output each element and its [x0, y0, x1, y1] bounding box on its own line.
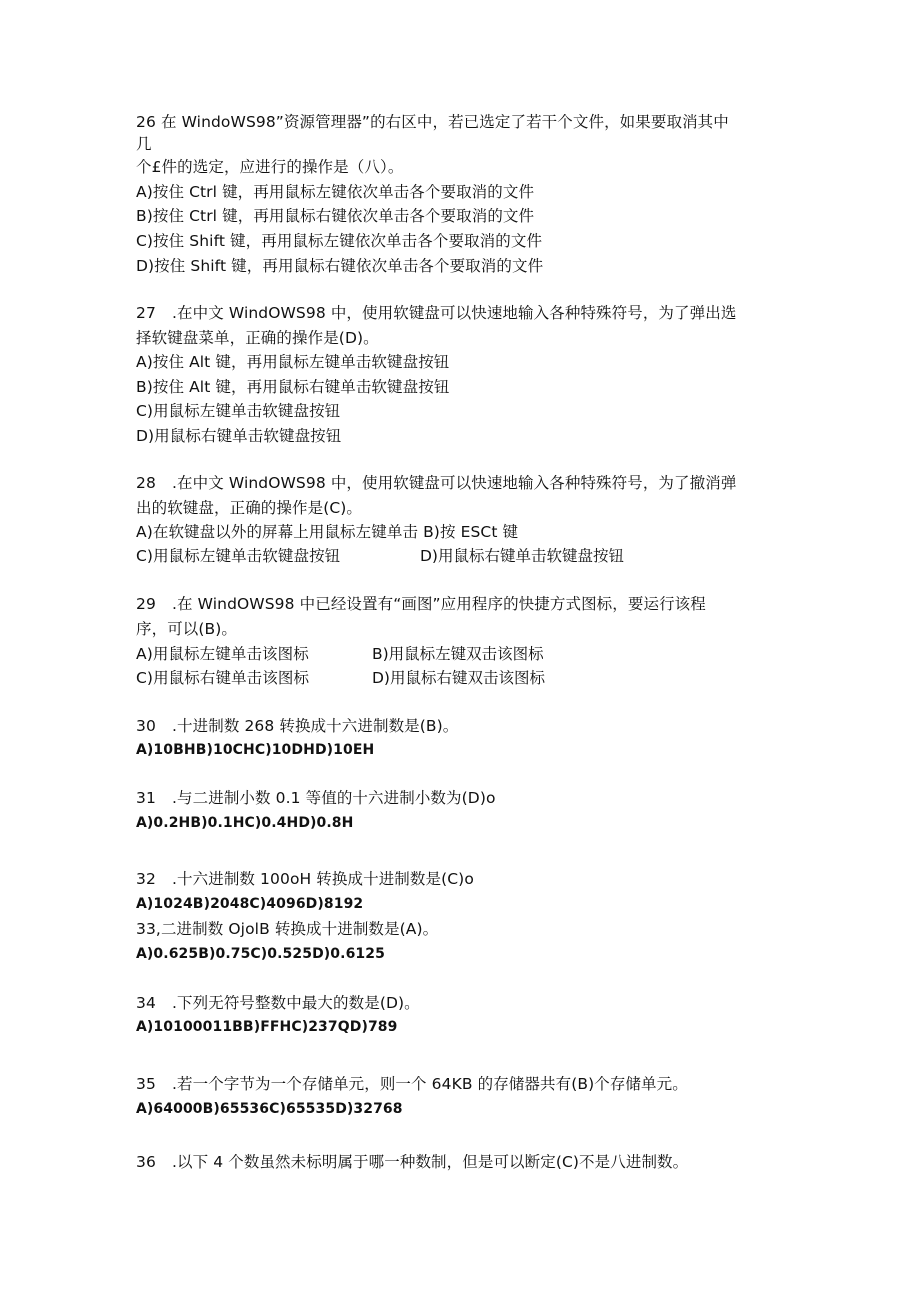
q28-option-ab: A)在软键盘以外的屏幕上用鼠标左键单击 B)按 ESCt 键	[136, 523, 519, 541]
q28-option-c: C)用鼠标左键单击软键盘按钮	[136, 547, 341, 565]
q30-options: A)10BHB)10CHC)10DHD)10EH	[136, 742, 375, 758]
q28-text-1: .在中文 WindOWS98 中，使用软键盘可以快速地输入各种特殊符号，为了撤消弹	[172, 474, 737, 492]
q32-text: .十六进制数 100oH 转换成十进制数是(C)o	[172, 870, 474, 888]
q28-line-2: 出的软键盘，正确的操作是(C)。	[136, 499, 363, 517]
q26-line-2: 几	[136, 135, 152, 153]
q29-option-a: A)用鼠标左键单击该图标	[136, 645, 309, 663]
q26-line-1: 26 在 WindoWS98”资源管理器”的右区中，若已选定了若干个文件，如果要取消其中	[136, 113, 729, 131]
q27-option-b: B)按住 Alt 键，再用鼠标右键单击软键盘按钮	[136, 378, 450, 396]
q28-line-1	[136, 471, 736, 495]
q30-text: .十进制数 268 转换成十六进制数是(B)。	[172, 717, 459, 735]
q29-option-c: C)用鼠标右键单击该图标	[136, 669, 310, 687]
q33-line: 33,二进制数 OjolB 转换成十进制数是(A)。	[136, 920, 439, 938]
q34-text: .下列无符号整数中最大的数是(D)。	[172, 994, 420, 1012]
q29-option-b: B)用鼠标左键双击该图标	[372, 645, 544, 663]
q27-line-2: 择软键盘菜单，正确的操作是(D)。	[136, 329, 379, 347]
q29-option-d: D)用鼠标右键双击该图标	[372, 669, 545, 687]
q30-number: 30	[136, 717, 156, 735]
q29-text-1: .在 WindOWS98 中已经设置有“画图”应用程序的快捷方式图标，要运行该程	[172, 595, 706, 613]
q28-number: 28	[136, 474, 156, 492]
q29-line-2: 序，可以(B)。	[136, 620, 238, 638]
q27-option-a: A)按住 Alt 键，再用鼠标左键单击软键盘按钮	[136, 353, 450, 371]
q31-text: .与二进制小数 0.1 等值的十六进制小数为(D)o	[172, 789, 496, 807]
q35-text: .若一个字节为一个存储单元，则一个 64KB 的存储器共有(B)个存储单元。	[172, 1075, 688, 1093]
q31-options: A)0.2HB)0.1HC)0.4HD)0.8H	[136, 815, 354, 831]
q35-options: A)64000B)65536C)65535D)32768	[136, 1101, 403, 1117]
q36-number: 36	[136, 1153, 156, 1171]
q27-text-1: .在中文 WindOWS98 中，使用软键盘可以快速地输入各种特殊符号，为了弹出选	[172, 304, 737, 322]
q35-line	[136, 1072, 688, 1096]
q26-option-d: D)按住 Shift 键，再用鼠标右键依次单击各个要取消的文件	[136, 257, 544, 275]
q34-line	[136, 991, 420, 1015]
q27-option-d: D)用鼠标右键单击软键盘按钮	[136, 427, 342, 445]
q34-number: 34	[136, 994, 156, 1012]
q34-options: A)10100011BB)FFHC)237QD)789	[136, 1019, 398, 1035]
q33-options: A)0.625B)0.75C)0.525D)0.6125	[136, 946, 385, 962]
q26-line-3: 个£件的选定，应进行的操作是（八）。	[136, 158, 404, 176]
q36-line	[136, 1150, 688, 1174]
q31-line	[136, 786, 496, 810]
q29-line-1	[136, 592, 706, 616]
q32-options: A)1024B)2048C)4096D)8192	[136, 896, 364, 912]
q29-number: 29	[136, 595, 156, 613]
q27-option-c: C)用鼠标左键单击软键盘按钮	[136, 402, 341, 420]
q32-number: 32	[136, 870, 156, 888]
q35-number: 35	[136, 1075, 156, 1093]
q26-option-b: B)按住 Ctrl 键，再用鼠标右键依次单击各个要取消的文件	[136, 207, 535, 225]
q27-number: 27	[136, 304, 156, 322]
q26-option-c: C)按住 Shift 键，再用鼠标左键依次单击各个要取消的文件	[136, 232, 543, 250]
q31-number: 31	[136, 789, 156, 807]
q27-line-1	[136, 301, 736, 325]
q32-line	[136, 867, 474, 891]
q36-text: .以下 4 个数虽然未标明属于哪一种数制，但是可以断定(C)不是八进制数。	[172, 1153, 689, 1171]
q30-line	[136, 714, 458, 738]
q28-option-d: D)用鼠标右键单击软键盘按钮	[420, 547, 624, 565]
q26-option-a: A)按住 Ctrl 键，再用鼠标左键依次单击各个要取消的文件	[136, 183, 535, 201]
